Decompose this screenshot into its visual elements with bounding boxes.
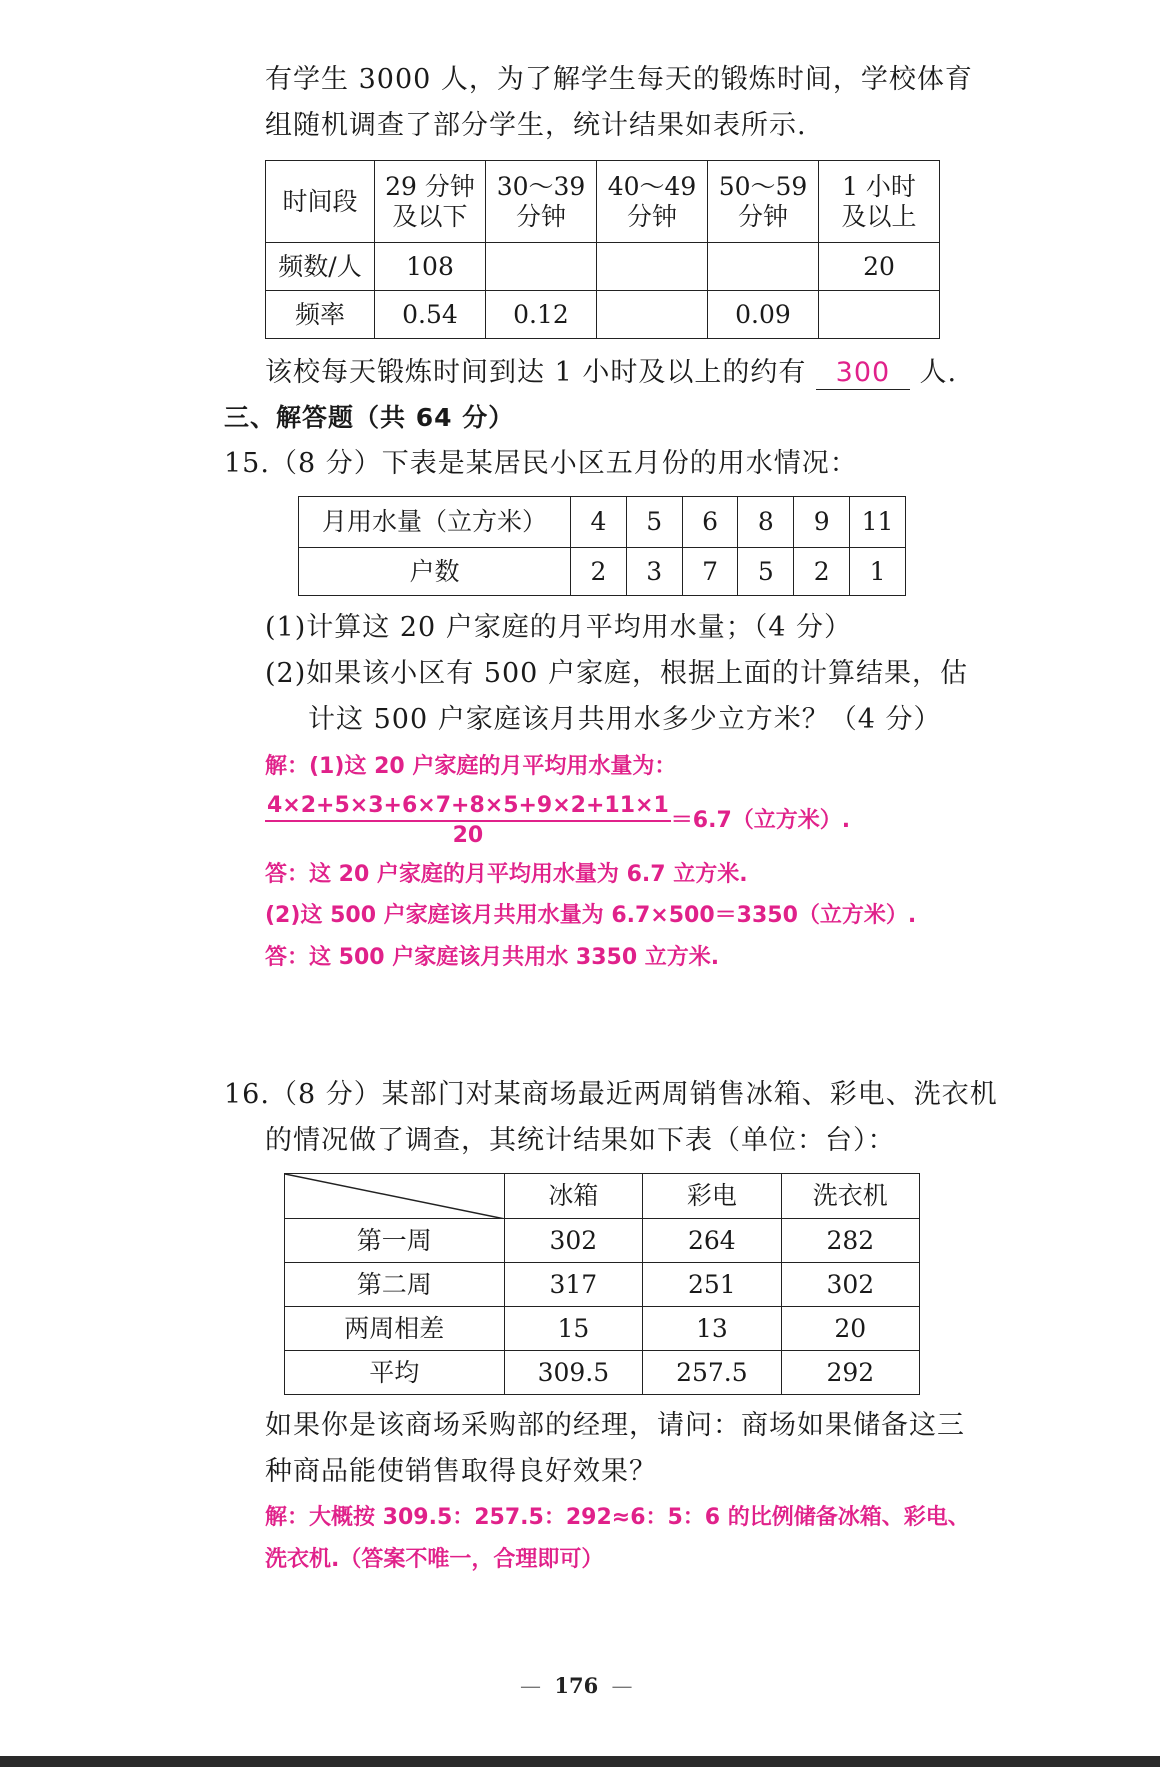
q16-question-line1: 如果你是该商场采购部的经理，请问：商场如果储备这三 — [265, 1410, 965, 1441]
q14-blank-answer: 300 — [816, 357, 910, 390]
table-cell: 2 — [794, 548, 850, 596]
table-cell — [819, 291, 940, 339]
table-cell: 0.12 — [486, 291, 597, 339]
fraction-numerator: 4×2+5×3+6×7+8×5+9×2+11×1 — [265, 792, 671, 822]
table-cell: 第二周 — [285, 1263, 505, 1307]
table-cell: 彩电 — [643, 1174, 782, 1219]
q16-table — [284, 1173, 920, 1395]
table-cell: 302 — [504, 1219, 643, 1263]
q16-answer-line1: 解：大概按 309.5：257.5：292≈6：5：6 的比例储备冰箱、彩电、 — [265, 1505, 970, 1530]
q14-line2: 组随机调查了部分学生，统计结果如表所示. — [265, 110, 807, 141]
table-cell: 2 — [570, 548, 626, 596]
table-cell: 257.5 — [643, 1351, 782, 1395]
table-cell: 11 — [850, 497, 906, 548]
table-cell: 5 — [626, 497, 682, 548]
q16-stem1: 16.（8 分）某部门对某商场最近两周销售冰箱、彩电、洗衣机 — [224, 1079, 998, 1110]
table-cell — [597, 291, 708, 339]
q14-header-period: 时间段 — [266, 161, 375, 243]
q15-sub2a: (2)如果该小区有 500 户家庭，根据上面的计算结果，估 — [265, 658, 968, 689]
table-cell: 20 — [819, 243, 940, 291]
table-cell: 第一周 — [285, 1219, 505, 1263]
table-cell: 4 — [570, 497, 626, 548]
q16-stem2: 的情况做了调查，其统计结果如下表（单位：台）： — [265, 1125, 896, 1156]
table-cell — [708, 243, 819, 291]
q15-table — [298, 496, 906, 596]
fraction-denominator: 20 — [452, 823, 484, 848]
table-cell: 251 — [643, 1263, 782, 1307]
section-title: 三、解答题（共 64 分） — [224, 403, 515, 432]
q14-table — [265, 160, 940, 339]
table-cell — [597, 243, 708, 291]
table-cell: 6 — [682, 497, 738, 548]
table-cell: 频率 — [266, 291, 375, 339]
q15-fraction — [265, 792, 671, 850]
q15-answer-line4: (2)这 500 户家庭该月共用水量为 6.7×500＝3350（立方米）. — [265, 903, 917, 928]
table-cell: 两周相差 — [285, 1307, 505, 1351]
q14-header-col5: 1 小时 及以上 — [819, 161, 940, 243]
table-diagonal-header — [285, 1174, 505, 1219]
q14-header-col4: 50～59 分钟 — [708, 161, 819, 243]
diagonal-line — [285, 1174, 505, 1219]
table-cell: 9 — [794, 497, 850, 548]
table-cell: 0.09 — [708, 291, 819, 339]
q14-line1: 有学生 3000 人，为了解学生每天的锻炼时间，学校体育 — [265, 64, 973, 95]
bottom-edge-bar — [0, 1756, 1160, 1767]
q14-row-frequency — [266, 243, 940, 291]
q14-header-col2: 30～39 分钟 — [486, 161, 597, 243]
table-cell: 0.54 — [375, 291, 486, 339]
q15-answer-fraction-line — [265, 792, 850, 850]
q16-question-line2: 种商品能使销售取得良好效果？ — [265, 1456, 657, 1487]
q16-answer-line2: 洗衣机.（答案不唯一，合理即可） — [265, 1547, 604, 1572]
table-cell: 3 — [626, 548, 682, 596]
table-cell: 洗衣机 — [781, 1174, 919, 1219]
table-cell: 冰箱 — [504, 1174, 643, 1219]
table-cell: 292 — [781, 1351, 919, 1395]
table-cell: 282 — [781, 1219, 919, 1263]
table-cell: 7 — [682, 548, 738, 596]
q15-answer-line5: 答：这 500 户家庭该月共用水 3350 立方米. — [265, 945, 720, 970]
table-cell: 频数/人 — [266, 243, 375, 291]
q14-header-col3: 40～49 分钟 — [597, 161, 708, 243]
q15-sub1: (1)计算这 20 户家庭的月平均用水量；（4 分） — [265, 612, 853, 643]
table-cell: 309.5 — [504, 1351, 643, 1395]
q15-answer-line1: 解：(1)这 20 户家庭的月平均用水量为： — [265, 754, 677, 779]
q15-sub2b: 计这 500 户家庭该月共用水多少立方米？（4 分） — [308, 704, 942, 735]
table-cell: 1 — [850, 548, 906, 596]
q14-row-rate — [266, 291, 940, 339]
q14-blank-prefix: 该校每天锻炼时间到达 1 小时及以上的约有 — [265, 357, 807, 388]
q14-blank-suffix: 人. — [919, 357, 958, 388]
table-cell: 317 — [504, 1263, 643, 1307]
table-cell: 20 — [781, 1307, 919, 1351]
table-cell: 264 — [643, 1219, 782, 1263]
table-cell: 15 — [504, 1307, 643, 1351]
table-cell: 8 — [738, 497, 794, 548]
table-cell: 户数 — [299, 548, 571, 596]
fraction-result: ＝6.7（立方米）. — [670, 808, 851, 833]
table-cell: 5 — [738, 548, 794, 596]
table-cell — [486, 243, 597, 291]
page-number: — 176 — — [520, 1673, 633, 1698]
table-cell: 302 — [781, 1263, 919, 1307]
table-cell: 月用水量（立方米） — [299, 497, 571, 548]
q14-fill-blank — [265, 355, 957, 391]
q15-stem: 15.（8 分）下表是某居民小区五月份的用水情况： — [224, 448, 858, 479]
q15-answer-line3: 答：这 20 户家庭的月平均用水量为 6.7 立方米. — [265, 862, 748, 887]
q14-header-col1: 29 分钟 及以下 — [375, 161, 486, 243]
table-cell: 108 — [375, 243, 486, 291]
table-cell: 平均 — [285, 1351, 505, 1395]
table-cell: 13 — [643, 1307, 782, 1351]
